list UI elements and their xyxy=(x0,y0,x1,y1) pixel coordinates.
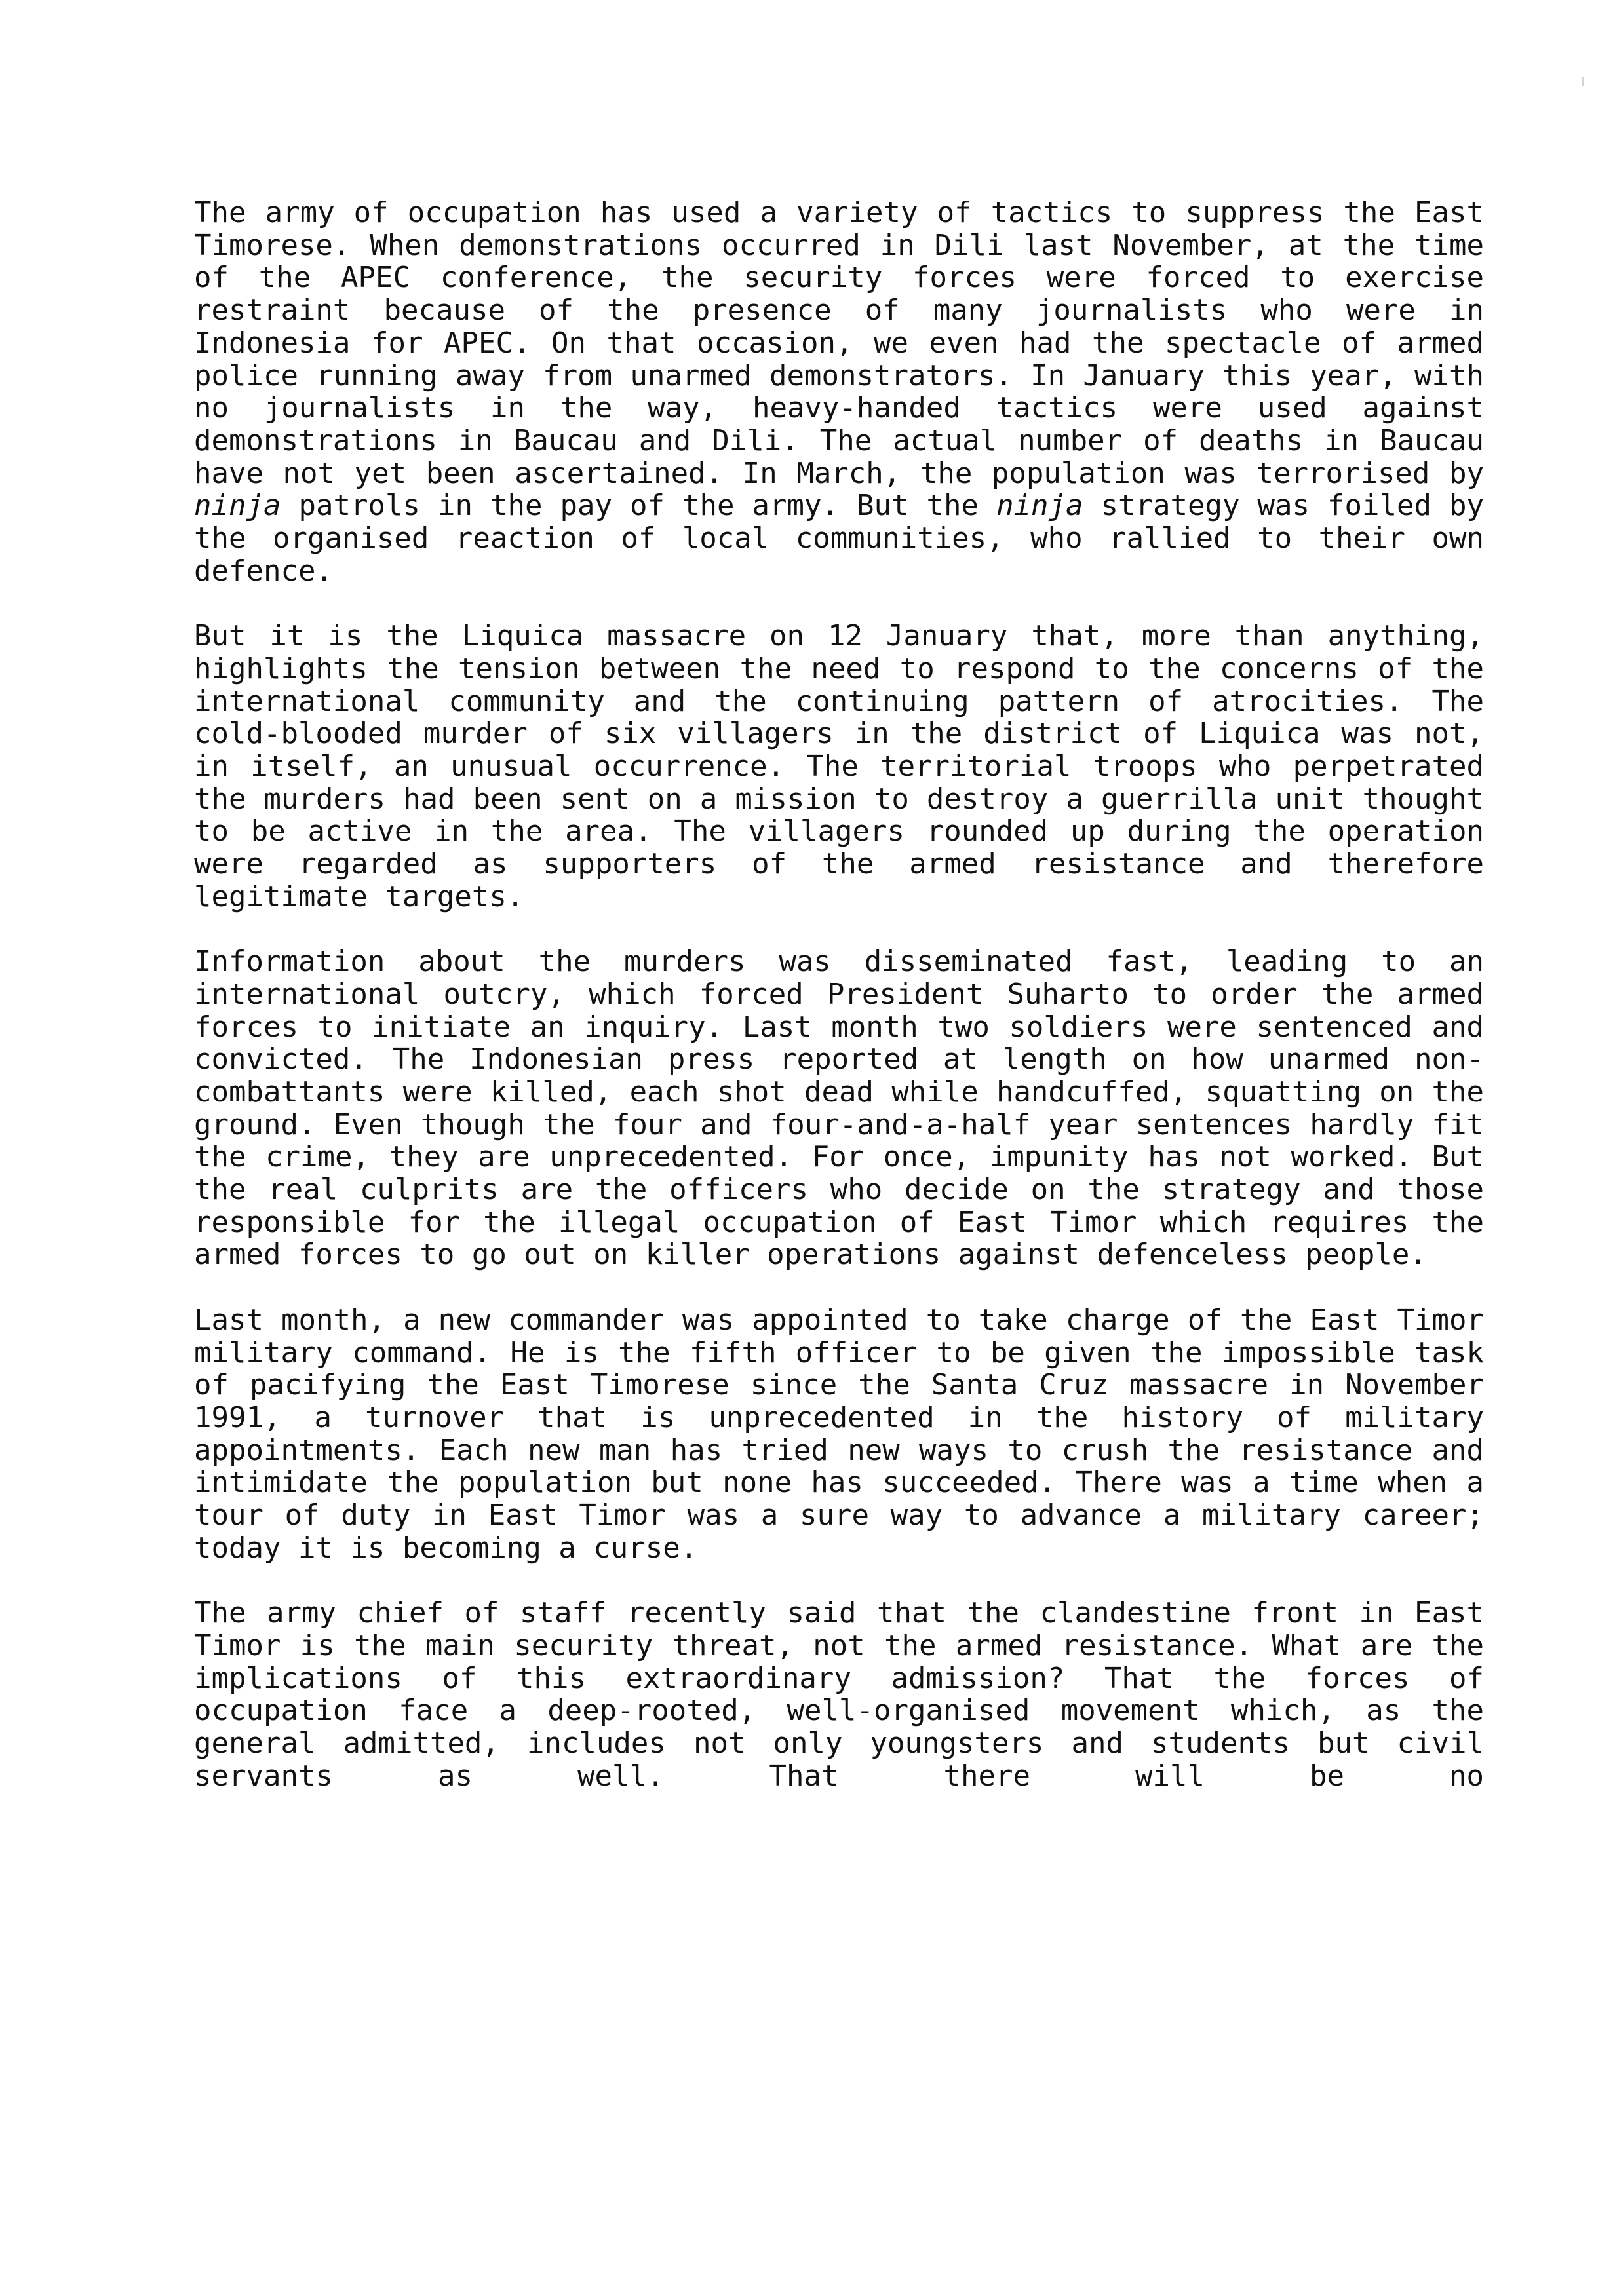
paragraph-inquiry: Information about the murders was disseminated fast, leading to an international outcry, which forced President Suharto to order the armed forces to initiate an inquiry. Last month two soldiers were sentenced and convicted. The Indonesian press reported at length on how unarmed non-combattants were killed, each shot dead while handcuffed, squatting on the ground. Even though the four and four-and-a-half year sentences hardly fit the crime, they are unprecedented. For once, impunity has not worked. But the real culprits are the officers who decide on the strategy and those responsible for the illegal occupation of East Timor which requires the armed forces to go out on killer operations against defenceless people. xyxy=(194,945,1484,1272)
ninja-term: ninja xyxy=(194,489,281,523)
paragraph-clandestine: The army chief of staff recently said that the clandestine front in East Timor is the main security threat, not the armed resistance. What are the implications of this extraordinary admission? That the forces of occupation face a deep-rooted, well-organised movement which, as the general admitted, includes not only youngsters and students but civil servants as well. That there will be no xyxy=(194,1596,1484,1793)
paragraph-tactics: The army of occupation has used a variety of tactics to suppress the East Timorese. When demonstrations occurred in Dili last November, at the time of the APEC conference, the security forces were forced to exercise restraint because of the presence of many journalists who were in Indonesia for APEC. On that occasion, we even had the spectacle of armed police running away from unarmed demonstrators. In January this year, with no journalists in the way, heavy-handed tactics were used against demonstrations in Baucau and Dili. The actual number of deaths in Baucau have not yet been ascertained. In March, the population was terrorised by ninja patrols in the pay of the army. But the ninja strategy was foiled by the organised reaction of local communities, who rallied to their own defence. xyxy=(194,196,1484,588)
ninja-term: ninja xyxy=(996,489,1083,523)
paragraph-liquica: But it is the Liquica massacre on 12 January that, more than anything, highlights the tension between the need to respond to the concerns of the international community and the continuing pattern of atrocities. The cold-blooded murder of six villagers in the district of Liquica was not, in itself, an unusual occurrence. The territorial troops who perpetrated the murders had been sent on a mission to destroy a guerrilla unit thought to be active in the area. The villagers rounded up during the operation were regarded as supporters of the armed resistance and therefore legitimate targets. xyxy=(194,619,1484,913)
scan-edge-mark xyxy=(1582,77,1584,86)
body-text xyxy=(194,197,1484,1792)
paragraph-commander: Last month, a new commander was appointed to take charge of the East Timor military command. He is the fifth officer to be given the impossible task of pacifying the East Timorese since the Santa Cruz massacre in November 1991, a turnover that is unprecedented in the history of military appointments. Each new man has tried new ways to crush the resistance and intimidate the population but none has succeeded. There was a time when a tour of duty in East Timor was a sure way to advance a military career; today it is becoming a curse. xyxy=(194,1303,1484,1565)
